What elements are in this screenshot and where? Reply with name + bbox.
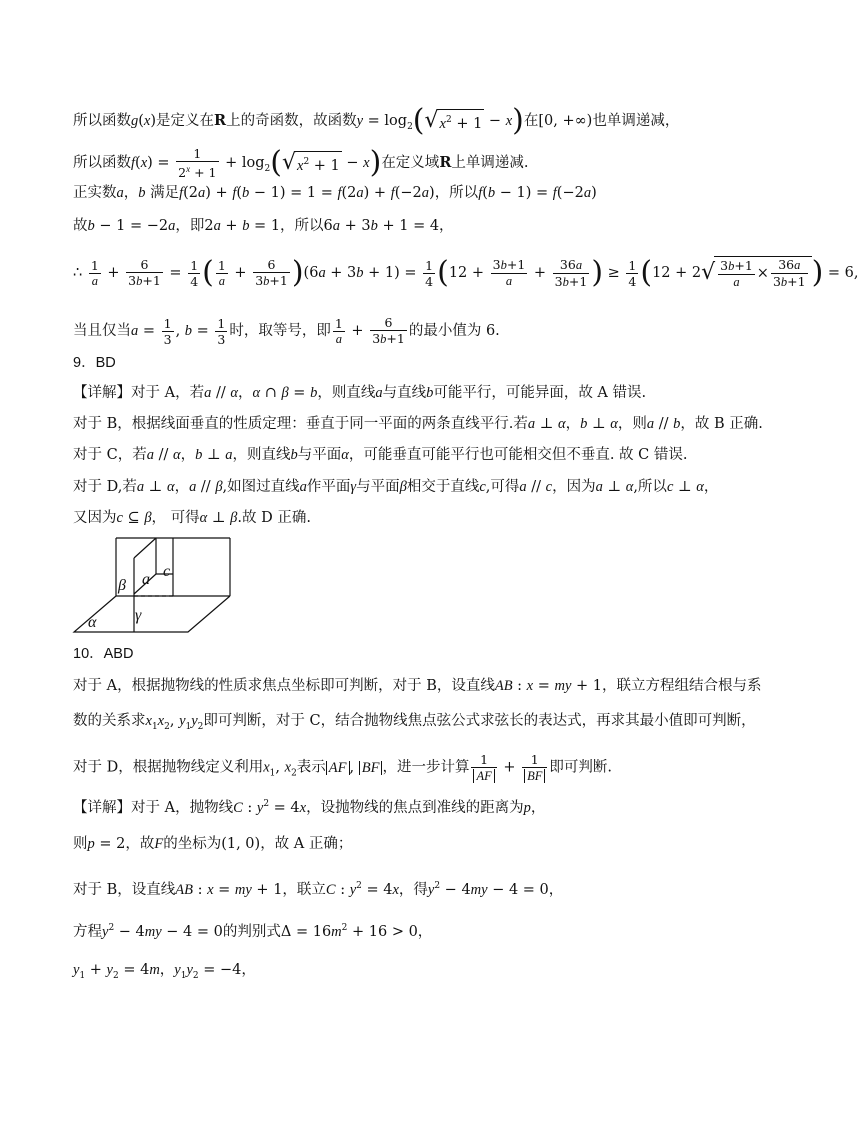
text: 对于 B，根据线面垂直的性质定理：垂直于同一平面的两条直线平行.若 xyxy=(73,416,528,432)
text: ，所以 xyxy=(434,185,479,201)
text: 时，取等号，即 xyxy=(229,323,331,339)
text: 也单调递减， xyxy=(592,113,680,129)
text: ，所以 xyxy=(280,218,324,234)
text: 相交于直线 xyxy=(406,479,480,495)
text-line-14: 数的关系求$x_1x_2$, $y_1y_2$即可判断，对于 C，结合抛物线焦点弦公式求弦长的表达式，再求其最小值即可判断， xyxy=(73,713,756,732)
text: ，进一步计算 xyxy=(382,759,470,776)
text: ,所以 xyxy=(633,479,667,495)
label-a: a xyxy=(142,571,150,588)
text: ， 可得 xyxy=(151,510,200,526)
text: 对于 C，若 xyxy=(73,447,147,463)
text-line-20: $y_1 + y_2 = 4m$，$y_1y_2 = -4$， xyxy=(73,962,256,981)
text-line-13: 对于 A，根据抛物线的性质求焦点坐标即可判断，对于 B，设直线AB : x = my + 1，联立方程组结合根与系 xyxy=(73,678,762,694)
text: 的判别式 xyxy=(222,923,281,940)
text: 【详解】对于 A，抛物线 xyxy=(73,799,234,816)
text: 所以函数 xyxy=(73,113,131,129)
text-line-8: 【详解】对于 A，若a // α，α ∩ β = b，则直线a与直线b可能平行，可能异面，故 A 错误. xyxy=(73,385,647,401)
text: ，故 B 正确. xyxy=(680,416,763,432)
text: 对于 A，根据抛物线的性质求焦点坐标即可判断，对于 B，设直线 xyxy=(73,678,495,694)
text: 对于 D,若 xyxy=(73,479,137,495)
text-line-17: 则p = 2，故F的坐标为(1, 0)，故 A 正确； xyxy=(73,836,353,852)
text: 数的关系求 xyxy=(73,713,146,729)
text: ,可得 xyxy=(485,479,520,495)
text: ，故 xyxy=(125,836,155,852)
text: 即可判断，对于 C，结合抛物线焦点弦公式求弦长的表达式，再求其最小值即可判断， xyxy=(203,713,756,729)
label-gamma: γ xyxy=(135,607,142,624)
text: 与平面 xyxy=(297,447,342,463)
text: 则 xyxy=(73,836,88,852)
text: ，得 xyxy=(398,881,428,898)
question-10-answer: 10．ABD xyxy=(73,646,134,662)
text-line-19: 方程$y^2 - 4my - 4 = 0$的判别式$\Delta = 16m^2 + 16 > 0$， xyxy=(73,923,433,940)
text: 可能平行，可能异面，故 A 错误. xyxy=(433,385,647,401)
text: 满足 xyxy=(150,185,180,201)
text: 方程 xyxy=(73,923,102,940)
label-beta: β xyxy=(118,577,126,594)
label-alpha: α xyxy=(88,614,97,631)
text: 表示 xyxy=(296,759,326,776)
text: ，则直线 xyxy=(232,447,291,463)
text: 上的奇函数，故函数 xyxy=(226,113,357,129)
text-line-15: 对于 D，根据抛物线定义利用$x_1$, $x_2$表示 AF , BF ，进一步计算 $\frac{1}{AF}$ + $\frac{1}{BF}$ 即可判断. xyxy=(73,752,612,783)
text: 又因为 xyxy=(73,510,117,526)
text-line-2: 所以函数f(x) = $\frac{1}{2^x + 1}$ + $\log_2(√x^2 + 1 - x)$在定义域R上单调递减. xyxy=(73,145,529,181)
text-line-9: 对于 B，根据线面垂直的性质定理：垂直于同一平面的两条直线平行.若a ⊥ α，b ⊥ α，则a // b，故 B 正确. xyxy=(73,416,763,432)
text: 对于 B，设直线 xyxy=(73,881,176,898)
text: ，则直线 xyxy=(317,385,376,401)
text: ，设抛物线的焦点到准线的距离为 xyxy=(306,799,524,816)
text-line-18: 对于 B，设直线AB : x = my + 1，联立C : $y^2 = 4x$，得$y^2 - 4my - 4 = 0$， xyxy=(73,881,564,898)
text: 即可判断. xyxy=(549,759,612,776)
text-line-12: 又因为c ⊆ β， 可得α ⊥ β.故 D 正确. xyxy=(73,510,311,526)
text-line-10: 对于 C，若a // α，b ⊥ a，则直线b与平面α，可能垂直可能平行也可能相交但不垂直. 故 C 错误. xyxy=(73,447,688,463)
text-line-11: 对于 D,若a ⊥ α，a // β,如图过直线a作平面γ与平面β相交于直线c,可得a // c，因为a ⊥ α,所以c ⊥ α， xyxy=(73,479,719,495)
label-c: c xyxy=(163,563,171,580)
text: 的坐标为 xyxy=(163,836,222,852)
text: 是定义在 xyxy=(156,113,215,129)
text: 的最小值为 6. xyxy=(408,323,500,339)
plane-alpha xyxy=(74,596,230,632)
text: 对于 D，根据抛物线定义利用 xyxy=(73,759,264,776)
text: 作平面 xyxy=(306,479,351,495)
text: 故 xyxy=(73,218,88,234)
text: 当且仅当 xyxy=(73,323,131,339)
text-line-16: 【详解】对于 A，抛物线C : $y^2 = 4x$，设抛物线的焦点到准线的距离为p， xyxy=(73,799,546,816)
text: ，因为 xyxy=(552,479,596,495)
text: ，联立方程组结合根与系 xyxy=(602,678,762,694)
text: ，故 A 正确； xyxy=(260,836,353,852)
text: 在定义域 xyxy=(381,155,440,172)
text: ，可能垂直可能平行也可能相交但不垂直. 故 C 错误. xyxy=(348,447,688,463)
text-line-4: 故b − 1 = −2a，即2a + b = 1，所以6a + 3b + 1 = 4， xyxy=(73,218,454,234)
plane-diagram xyxy=(72,536,242,636)
text: 与直线 xyxy=(382,385,427,401)
text: 正实数 xyxy=(73,185,117,201)
text-line-5: ∴ $\frac{1}{a}$ + $\frac{6}{3b+1}$ = $\frac{1}{4}$ ( $\frac{1}{a}$ + $\frac{6}{3b+1}$ )(6a + 3b + 1) = $\frac{1}{4}$ (12 + $\frac{3b+1}{a}$ + $\frac{36a}{3b+1}$ ) ≥ $\frac{1}{4}$ (12 + 2√ $\frac{3b+1}{a}$ × $\frac{36a}{3b+1}$ ) = 6, xyxy=(73,255,859,290)
text: 上单调递减. xyxy=(451,155,529,172)
text: 所以函数 xyxy=(73,155,131,172)
text: ，联立 xyxy=(282,881,326,898)
text: 在 xyxy=(523,113,539,129)
text-line-3: 正实数a，b 满足f(2a) + f(b − 1) = 1 = f(2a) + f(−2a)，所以f(b − 1) = f(−2a) xyxy=(73,185,597,201)
text-line-1: 所以函数g(x)是定义在R上的奇函数，故函数$y = \log_2(√x^2 + 1 - x)$在[0, +∞)也单调递减， xyxy=(73,103,680,138)
text: .故 D 正确. xyxy=(237,510,311,526)
text: 与平面 xyxy=(356,479,400,495)
text-line-6: 当且仅当a = $\frac{1}{3}$ , b = $\frac{1}{3}$ 时，取等号，即 $\frac{1}{a}$ + $\frac{6}{3b+1}$ 的最小值为 6. xyxy=(73,315,500,347)
text: ，则 xyxy=(617,416,647,432)
question-9-answer: 9．BD xyxy=(73,355,116,371)
text: ，即 xyxy=(175,218,205,234)
text: ,如图过直线 xyxy=(222,479,300,495)
text: 【详解】对于 A，若 xyxy=(73,385,205,401)
